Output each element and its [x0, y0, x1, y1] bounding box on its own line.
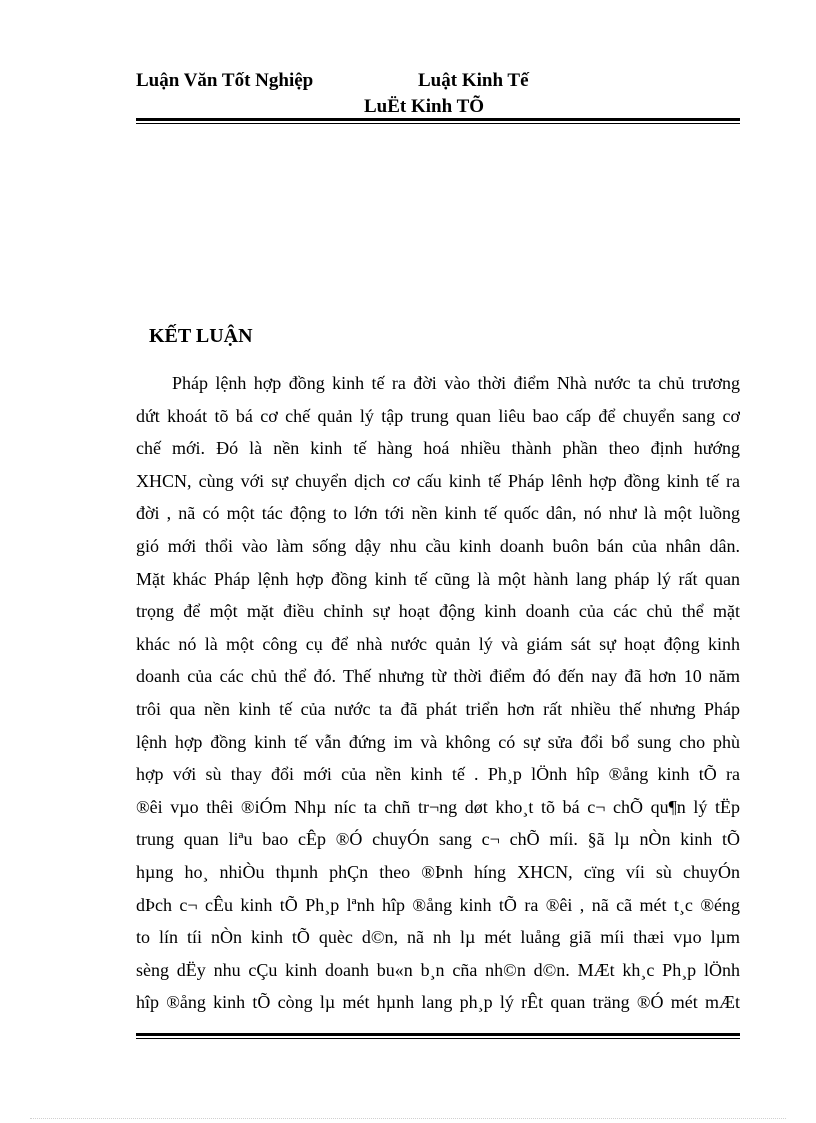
body-line: trung quan liªu bao cÊp ®Ó chuyÓn sang c¬ chÕ míi. §ã lµ nÒn kinh tÕ	[136, 829, 740, 850]
body-line: to lín tíi nÒn kinh tÕ quèc d©n, nã nh lµ mét luång giã míi thæi vµo lµm	[136, 927, 740, 948]
body-line: ®êi vµo thêi ®iÓm Nhµ níc ta chñ tr¬ng døt kho¸t tõ bá c¬ chÕ qu¶n lý tËp	[136, 796, 740, 817]
body-line: dÞch c¬ cÊu kinh tÕ Ph¸p lªnh hîp ®ång kinh tÕ ra ®êi , nã cã mét t¸c ®éng	[136, 894, 740, 915]
body-line: gió mới thổi vào làm sống dậy nhu cầu kinh doanh buôn bán của nhân dân.	[136, 535, 740, 556]
body-line: doanh của các chủ thể đó. Thế nhưng từ thời điểm đó đến nay đã hơn 10 năm	[136, 666, 740, 687]
body-line: hợp với sù thay đổi mới của nền kinh tế . Ph¸p lÖnh hîp ®ång kinh tÕ ra	[136, 764, 740, 785]
page-edge-dotted-line	[30, 1118, 786, 1119]
header-subject-legacy-label: LuËt Kinh TÕ	[364, 96, 485, 117]
body-line: lệnh hợp đồng kinh tế vẫn đứng im và không có sự sửa đổi bổ sung cho phù	[136, 731, 740, 752]
body-line: trọng để một mặt điều chỉnh sự hoạt động kinh doanh của các chủ thể mặt	[136, 601, 740, 622]
body-line: XHCN, cùng với sự chuyển dịch cơ cấu kinh tế Pháp lênh hợp đồng kinh tế ra	[136, 470, 740, 491]
body-paragraph	[136, 367, 740, 1019]
body-line: đời , nã có một tác động to lớn tới nền kinh tế quốc dân, nó như là một luồng	[136, 503, 740, 524]
body-line: Pháp lệnh hợp đồng kinh tế ra đời vào thời điểm Nhà nước ta chủ trương	[172, 373, 740, 393]
body-line: chế mới. Đó là nền kinh tế hàng hoá nhiều thành phần theo định hướng	[136, 438, 740, 459]
header-subject-label: Luật Kinh Tế	[418, 70, 529, 91]
body-line: khác nó là một công cụ để nhà nước quản lý và giám sát sự hoạt động kinh	[136, 633, 740, 654]
header-divider	[136, 118, 740, 124]
section-title: KẾT LUẬN	[149, 325, 253, 347]
body-line: trôi qua nền kinh tế của nước ta đã phát triển hơn rất nhiều thế nhưng Pháp	[136, 698, 740, 719]
body-line: hµng ho¸ nhiÒu thµnh phÇn theo ®Þnh híng XHCN, cïng víi sù chuyÓn	[136, 861, 740, 882]
body-line: Mặt khác Pháp lệnh hợp đồng kinh tế cũng là một hành lang pháp lý rất quan	[136, 568, 740, 589]
body-line: dứt khoát tõ bá cơ chế quản lý tập trung quan liêu bao cấp để chuyển sang cơ	[136, 405, 740, 426]
header-thesis-label: Luận Văn Tốt Nghiệp	[136, 70, 314, 91]
footer-divider	[136, 1033, 740, 1039]
body-line: sèng dËy nhu cÇu kinh doanh bu«n b¸n cña nh©n d©n. MÆt kh¸c Ph¸p lÖnh	[136, 959, 740, 980]
body-line: hîp ®ång kinh tÕ còng lµ mét hµnh lang ph¸p lý rÊt quan träng ®Ó mét mÆt	[136, 992, 740, 1013]
